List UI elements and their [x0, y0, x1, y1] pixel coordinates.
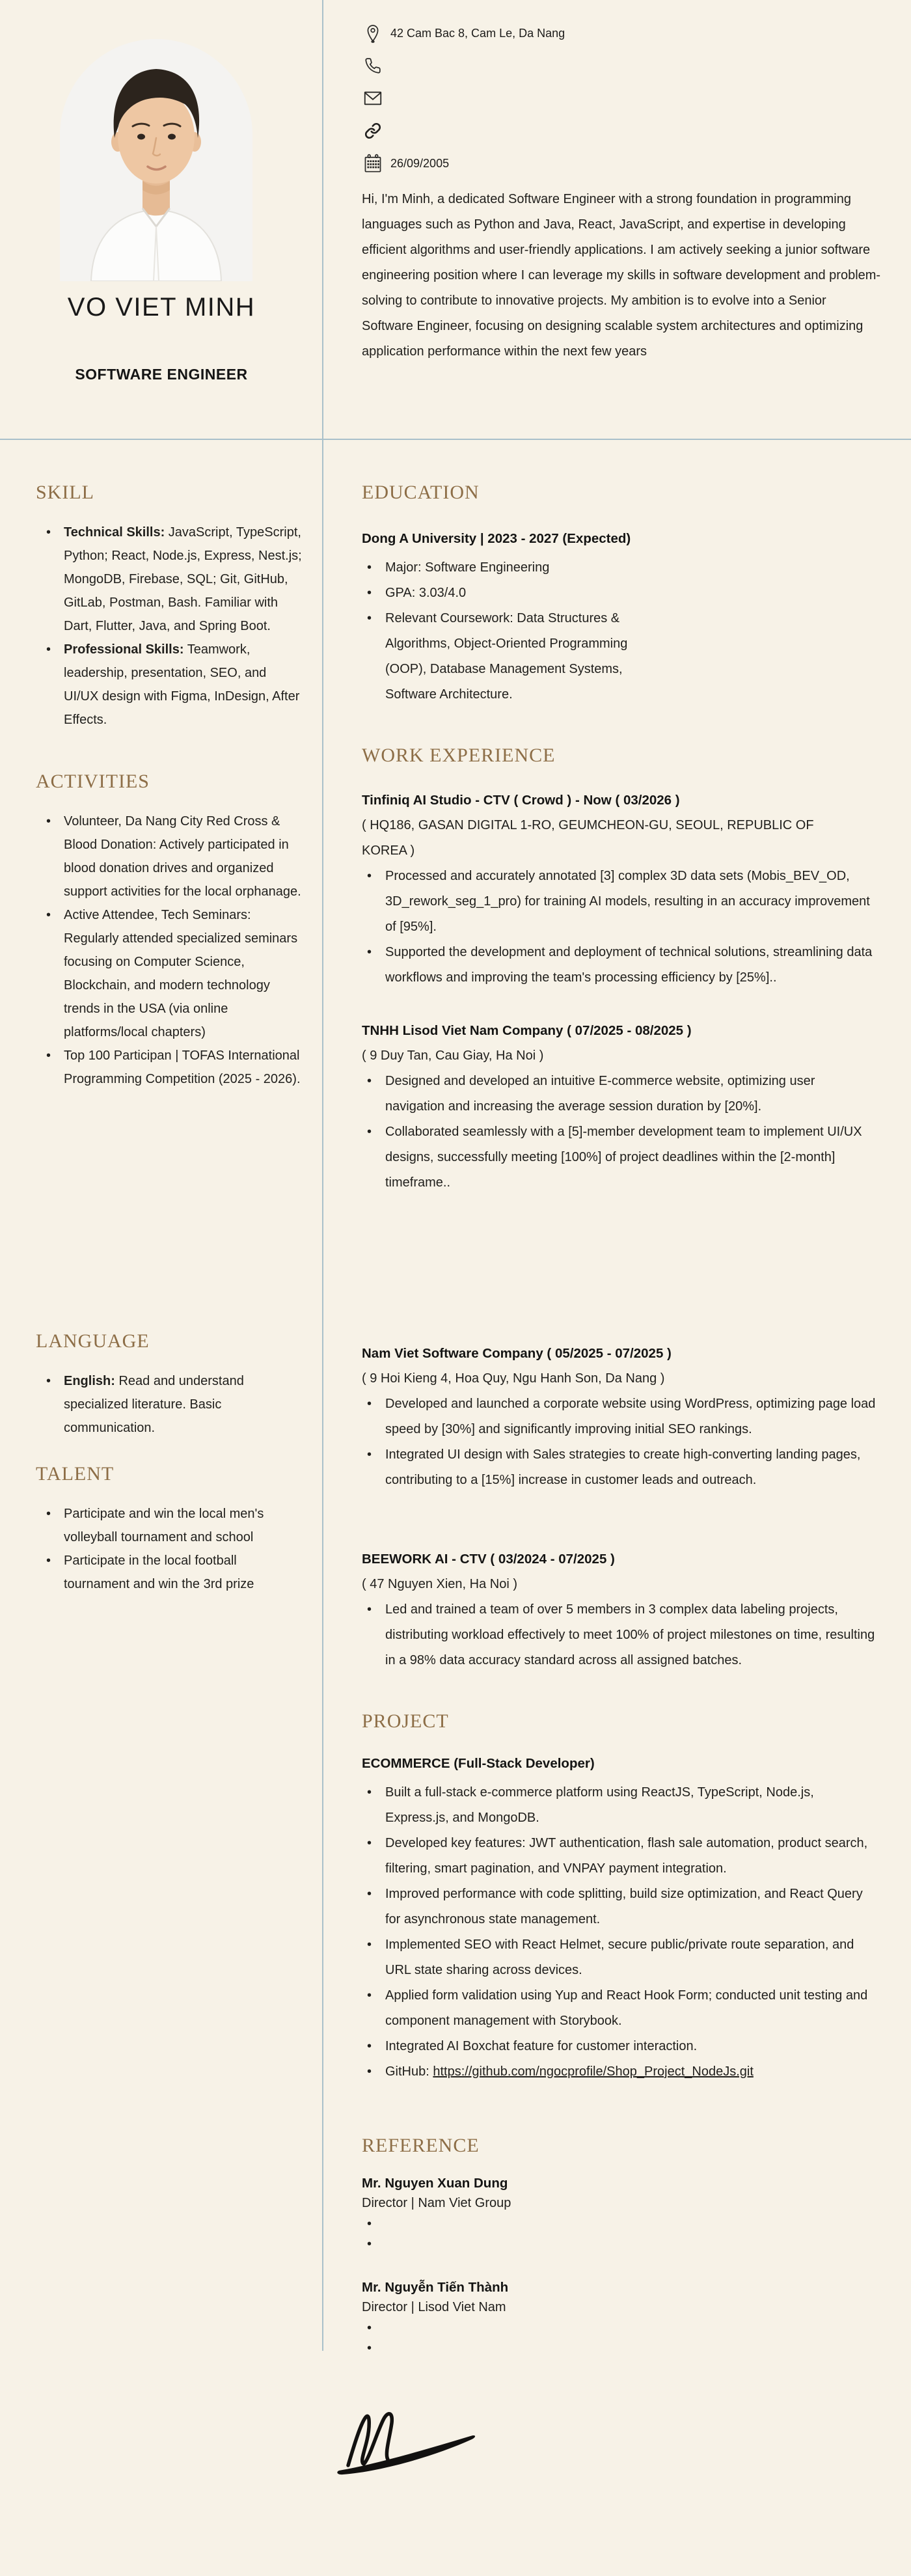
- item-text: JavaScript, TypeScript, Python; React, Node.js, Express, Nest.js; MongoDB, Firebase, SQL; Git, GitHub, GitLab, Postman, Bash. Familiar with Dart, Flutter, Java, and Spring Boot.: [64, 525, 302, 633]
- project-section: [362, 1710, 886, 2085]
- reference-bullets: [362, 2214, 886, 2254]
- job-title: TNHH Lisod Viet Nam Company ( 07/2025 - 08/2025 ): [362, 1023, 692, 1038]
- job-title: BEEWORK AI - CTV ( 03/2024 - 07/2025 ): [362, 1552, 615, 1567]
- list-item: • Integrated UI design with Sales strategies to create high-converting landing pages, contributing to a [15%] increase in customer leads and outreach.: [362, 1442, 876, 1493]
- contact-address: 42 Cam Bac 8, Cam Le, Da Nang: [390, 26, 565, 40]
- job-location: ( 47 Nguyen Xien, Ha Noi ): [362, 1577, 518, 1591]
- list-item: • Active Attendee, Tech Seminars: Regularly attended specialized seminars focusing on Computer Science, Blockchain, and modern technology trends in the USA (via online platforms/local chapters): [36, 903, 303, 1044]
- list-item: • Participate and win the local men's volleyball tournament and school: [36, 1502, 303, 1549]
- list-item: [36, 521, 303, 638]
- talent-list: [36, 1502, 303, 1596]
- candidate-name: VO VIET MINH: [67, 293, 256, 322]
- item-label: Technical Skills:: [64, 525, 165, 540]
- job-bullets: [362, 864, 876, 991]
- skill-list: [36, 521, 303, 732]
- contact-birthday: 26/09/2005: [390, 156, 450, 170]
- project-name: ECOMMERCE (Full-Stack Developer): [362, 1756, 595, 1771]
- list-item: [362, 2338, 886, 2359]
- contact-row-link: [362, 115, 565, 147]
- profile-photo: [60, 39, 252, 281]
- calendar-icon: [362, 151, 384, 176]
- reference-entry: [362, 2174, 886, 2254]
- item-text: Teamwork, leadership, presentation, SEO, and UI/UX design with Figma, InDesign, After Effects.: [64, 642, 300, 727]
- job-location: ( 9 Hoi Kieng 4, Hoa Quy, Ngu Hanh Son, Da Nang ): [362, 1371, 665, 1386]
- list-item: • Major: Software Engineering: [362, 555, 668, 581]
- github-link[interactable]: https://github.com/ngocprofile/Shop_Project_NodeJs.git: [433, 2064, 754, 2079]
- contact-row-email: [362, 82, 565, 115]
- reference-entry: [362, 2278, 886, 2359]
- profile-summary: Hi, I'm Minh, a dedicated Software Engineer with a strong foundation in programming languages such as Python and Java, React, JavaScript, and expertise in developing efficient algorithms and user-friendly applications. I am actively seeking a junior software engineering position where I can leverage my skills in software development and problem-solving to contribute to innovative projects. My ambition is to evolve into a Senior Software Engineer, focusing on designing scalable system architectures and optimizing application performance within the next few years: [362, 192, 881, 359]
- list-item: • Collaborated seamlessly with a [5]-member development team to implement UI/UX designs, successfully meeting [100%] of project deadlines within the [2-month] timeframe..: [362, 1119, 876, 1196]
- work-section: [362, 745, 886, 784]
- education-list: [362, 555, 668, 707]
- list-item: [36, 1369, 303, 1440]
- skill-heading: SKILL: [36, 482, 94, 503]
- phone-icon: [362, 53, 384, 78]
- list-item: [362, 2318, 886, 2338]
- talent-heading: TALENT: [36, 1463, 115, 1485]
- project-bullets: [362, 1780, 876, 2085]
- list-item: • Developed and launched a corporate website using WordPress, optimizing page load speed by [30%] and significantly improving initial SEO rankings.: [362, 1391, 876, 1442]
- job-entry: [362, 788, 886, 991]
- list-item: [362, 2214, 886, 2234]
- list-item: • Implemented SEO with React Helmet, secure public/private route separation, and URL state sharing across devices.: [362, 1932, 876, 1983]
- language-section: [36, 1330, 309, 1440]
- reference-section: [362, 2135, 886, 2359]
- education-school: Dong A University | 2023 - 2027 (Expected): [362, 531, 631, 546]
- reference-bullets: [362, 2318, 886, 2359]
- reference-heading: REFERENCE: [362, 2135, 480, 2156]
- mail-icon: [362, 86, 384, 111]
- portrait-illustration: [60, 39, 252, 281]
- reference-role: Director | Nam Viet Group: [362, 2196, 511, 2210]
- job-entry: [362, 1341, 886, 1493]
- signature-drawing: [329, 2402, 491, 2493]
- contact-row-address: [362, 17, 565, 49]
- list-item: • Top 100 Participan | TOFAS International Programming Competition (2025 - 2026).: [36, 1044, 303, 1091]
- language-list: [36, 1369, 303, 1440]
- activities-section: [36, 771, 309, 1091]
- list-item: [362, 2059, 876, 2085]
- talent-section: [36, 1463, 309, 1596]
- contact-row-phone: [362, 49, 565, 82]
- signature: [329, 2402, 491, 2493]
- column-divider: [322, 0, 323, 2351]
- skill-section: [36, 482, 309, 732]
- list-item: • Volunteer, Da Nang City Red Cross & Blood Donation: Actively participated in blood donation drives and organized support activities for the local orphanage.: [36, 810, 303, 903]
- education-heading: EDUCATION: [362, 482, 480, 503]
- job-bullets: [362, 1069, 876, 1196]
- list-item: • Relevant Coursework: Data Structures & Algorithms, Object-Oriented Programming (OOP), Database Management Systems, Software Architecture.: [362, 606, 668, 707]
- list-item: • Applied form validation using Yup and React Hook Form; conducted unit testing and component management with Storybook.: [362, 1983, 876, 2034]
- job-location: ( HQ186, GASAN DIGITAL 1-RO, GEUMCHEON-GU, SEOUL, REPUBLIC OF KOREA ): [362, 818, 814, 858]
- reference-role: Director | Lisod Viet Nam: [362, 2300, 506, 2314]
- list-item: • Processed and accurately annotated [3] complex 3D data sets (Mobis_BEV_OD, 3D_rework_seg_1_pro) for training AI models, resulting in an accuracy improvement of [95%].: [362, 864, 876, 940]
- activities-heading: ACTIVITIES: [36, 771, 150, 792]
- work-heading: WORK EXPERIENCE: [362, 745, 556, 766]
- job-entry: [362, 1018, 886, 1196]
- list-item: • GPA: 3.03/4.0: [362, 581, 668, 606]
- list-item: • Developed key features: JWT authentication, flash sale automation, product search, filtering, smart pagination, and VNPAY payment integration.: [362, 1831, 876, 1882]
- list-item: [36, 638, 303, 732]
- job-location: ( 9 Duy Tan, Cau Giay, Ha Noi ): [362, 1048, 544, 1063]
- list-item: • Led and trained a team of over 5 members in 3 complex data labeling projects, distributing workload effectively to meet 100% of project milestones on time, resulting in a 98% data accuracy standard across all assigned batches.: [362, 1597, 876, 1673]
- list-item: • Integrated AI Boxchat feature for customer interaction.: [362, 2034, 876, 2059]
- location-icon: [362, 21, 384, 46]
- candidate-title: SOFTWARE ENGINEER: [75, 366, 248, 383]
- link-icon: [362, 118, 384, 143]
- job-bullets: [362, 1391, 876, 1493]
- language-heading: LANGUAGE: [36, 1330, 150, 1352]
- item-label: Professional Skills:: [64, 642, 184, 657]
- job-title: Nam Viet Software Company ( 05/2025 - 07/2025 ): [362, 1346, 672, 1361]
- item-text: Read and understand specialized literature. Basic communication.: [64, 1374, 244, 1435]
- list-item: • Supported the development and deployment of technical solutions, streamlining data workflows and improving the team's processing efficiency by [25%]..: [362, 940, 876, 991]
- list-item: • Participate in the local football tournament and win the 3rd prize: [36, 1549, 303, 1596]
- github-label: GitHub:: [385, 2064, 433, 2079]
- activities-list: [36, 810, 303, 1091]
- list-item: [362, 2234, 886, 2254]
- list-item: • Improved performance with code splitting, build size optimization, and React Query for asynchronous state management.: [362, 1882, 876, 1932]
- job-bullets: [362, 1597, 876, 1673]
- header-divider: [0, 439, 911, 440]
- job-title: Tinfiniq AI Studio - CTV ( Crowd ) - Now ( 03/2026 ): [362, 793, 680, 808]
- project-heading: PROJECT: [362, 1710, 449, 1732]
- education-section: [362, 482, 886, 707]
- reference-name: Mr. Nguyen Xuan Dung: [362, 2176, 508, 2191]
- list-item: • Built a full-stack e-commerce platform using ReactJS, TypeScript, Node.js, Express.js, and MongoDB.: [362, 1780, 876, 1831]
- list-item: • Designed and developed an intuitive E-commerce website, optimizing user navigation and increasing the average session duration by [20%].: [362, 1069, 876, 1119]
- reference-name: Mr. Nguyễn Tiến Thành: [362, 2280, 509, 2295]
- contact-row-birthday: [362, 147, 565, 180]
- job-entry: [362, 1546, 886, 1673]
- contact-block: [362, 17, 565, 180]
- item-label: English:: [64, 1374, 115, 1388]
